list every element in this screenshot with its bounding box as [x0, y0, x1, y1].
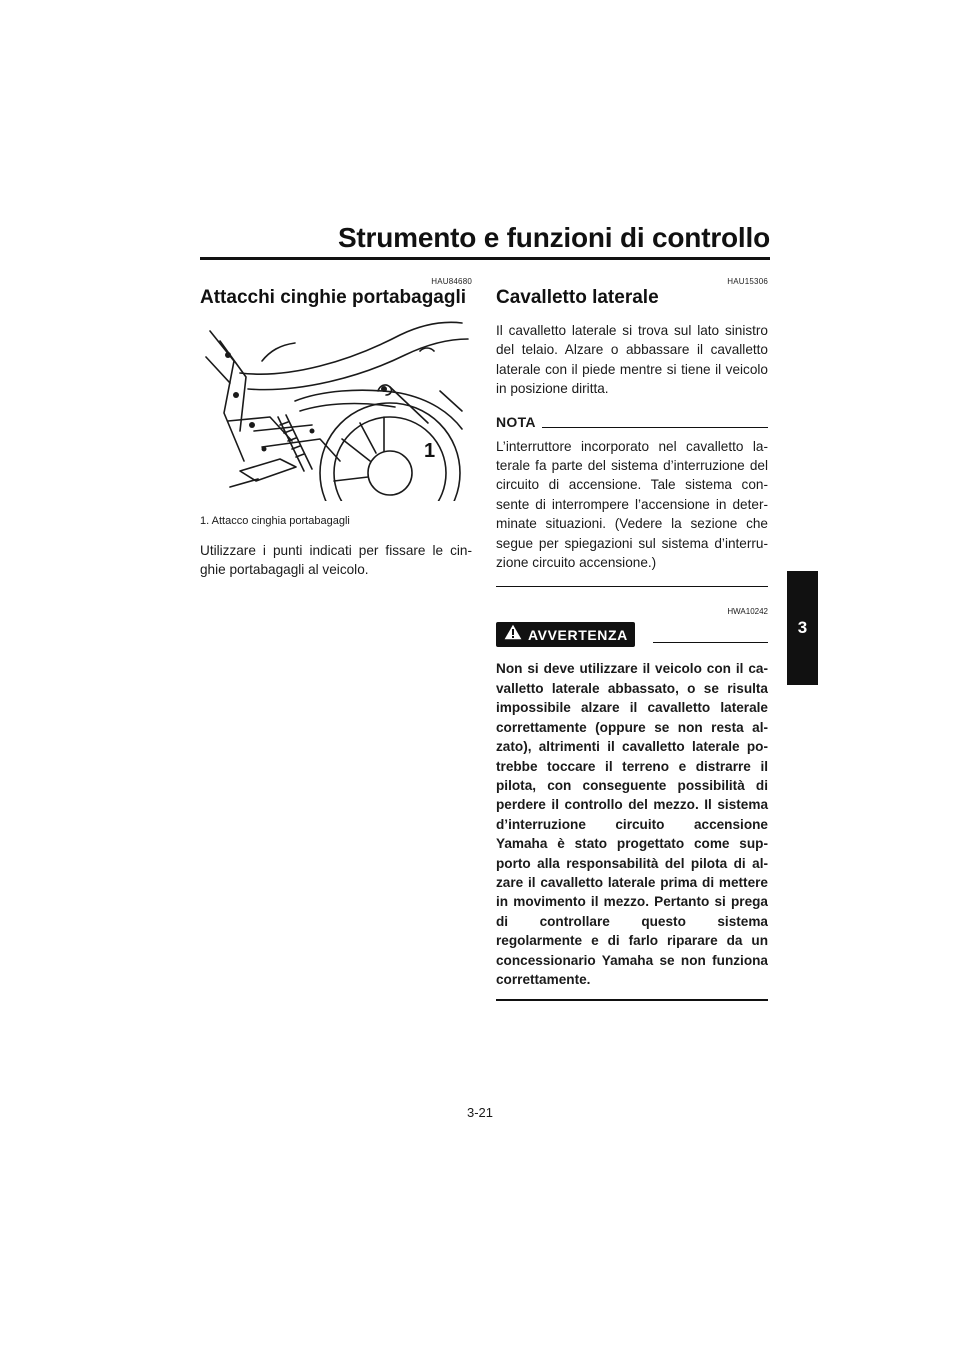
warning-rule	[653, 642, 768, 643]
warning-badge	[496, 622, 635, 647]
chapter-tab	[787, 571, 818, 685]
page-number: 3-21	[466, 1105, 494, 1120]
warning-label: AVVERTENZA	[528, 626, 628, 643]
section-heading-luggage-straps: Attacchi cinghie portabagagli	[200, 287, 467, 308]
page-title: Strumento e funzioni di controllo	[337, 222, 770, 253]
warning-header	[496, 622, 768, 647]
body-text: Il cavalletto laterale si trova sul lato sinistro del telaio. Alzare o abbassare il cavalletto laterale con il piede mentre si tiene il veicolo in posizione diritta.	[496, 323, 768, 397]
note-bottom-rule	[496, 586, 768, 587]
figure-caption: 1. Attacco cinghia portabagagli	[200, 515, 350, 527]
figure-callout-number: 1	[424, 440, 436, 462]
right-column	[496, 277, 768, 1001]
section-heading-sidestand: Cavalletto laterale	[496, 287, 659, 308]
luggage-strap-illustration	[200, 321, 472, 501]
note-rule	[542, 427, 768, 428]
note-header	[496, 415, 768, 429]
warning-triangle-icon	[504, 624, 522, 645]
section-code: HAU84680	[431, 277, 472, 286]
motorcycle-rear-drawing	[200, 321, 472, 501]
body-text: Utilizzare i punti indicati per fissare le cin-ghie portabagagli al veicolo.	[200, 543, 472, 578]
note-label: NOTA	[496, 413, 536, 430]
left-column	[200, 277, 472, 580]
chapter-tab-number: 3	[797, 618, 808, 637]
warning-bottom-rule	[496, 999, 768, 1001]
section-code: HAU15306	[727, 277, 768, 286]
warning-text: Non si deve utilizzare il veicolo con il ca-valletto laterale abbassato, o se risulta impossibile alzare il cavalletto laterale correttamente (oppure se non resta al-zato), altrimenti il cavalletto laterale po-trebbe toccare il terreno e distrarre il pilota, con conseguente possibilità di perdere il controllo del mezzo. Il sistema d’interruzione circuito accensione Yamaha è stato progettato come sup-porto alla responsabilità del pilota di al-zare il cavalletto laterale prima di mettere in movimento il mezzo. Pertanto si prega di controllare questo sistema regolarmente e di farlo riparare da un concessionario Yamaha se non funziona correttamente.	[496, 661, 768, 987]
title-rule	[200, 257, 770, 260]
note-text: L’interruttore incorporato nel cavalletto la-terale fa parte del sistema d’interruzione del circuito di accensione. Tale sistema con-sente di interrompere l’accensione in deter-minate situazioni. (Vedere la sezione che segue per spiegazioni sul sistema d’interru-zione circuito accensione.)	[496, 438, 768, 571]
warning-code: HWA10242	[727, 607, 768, 617]
